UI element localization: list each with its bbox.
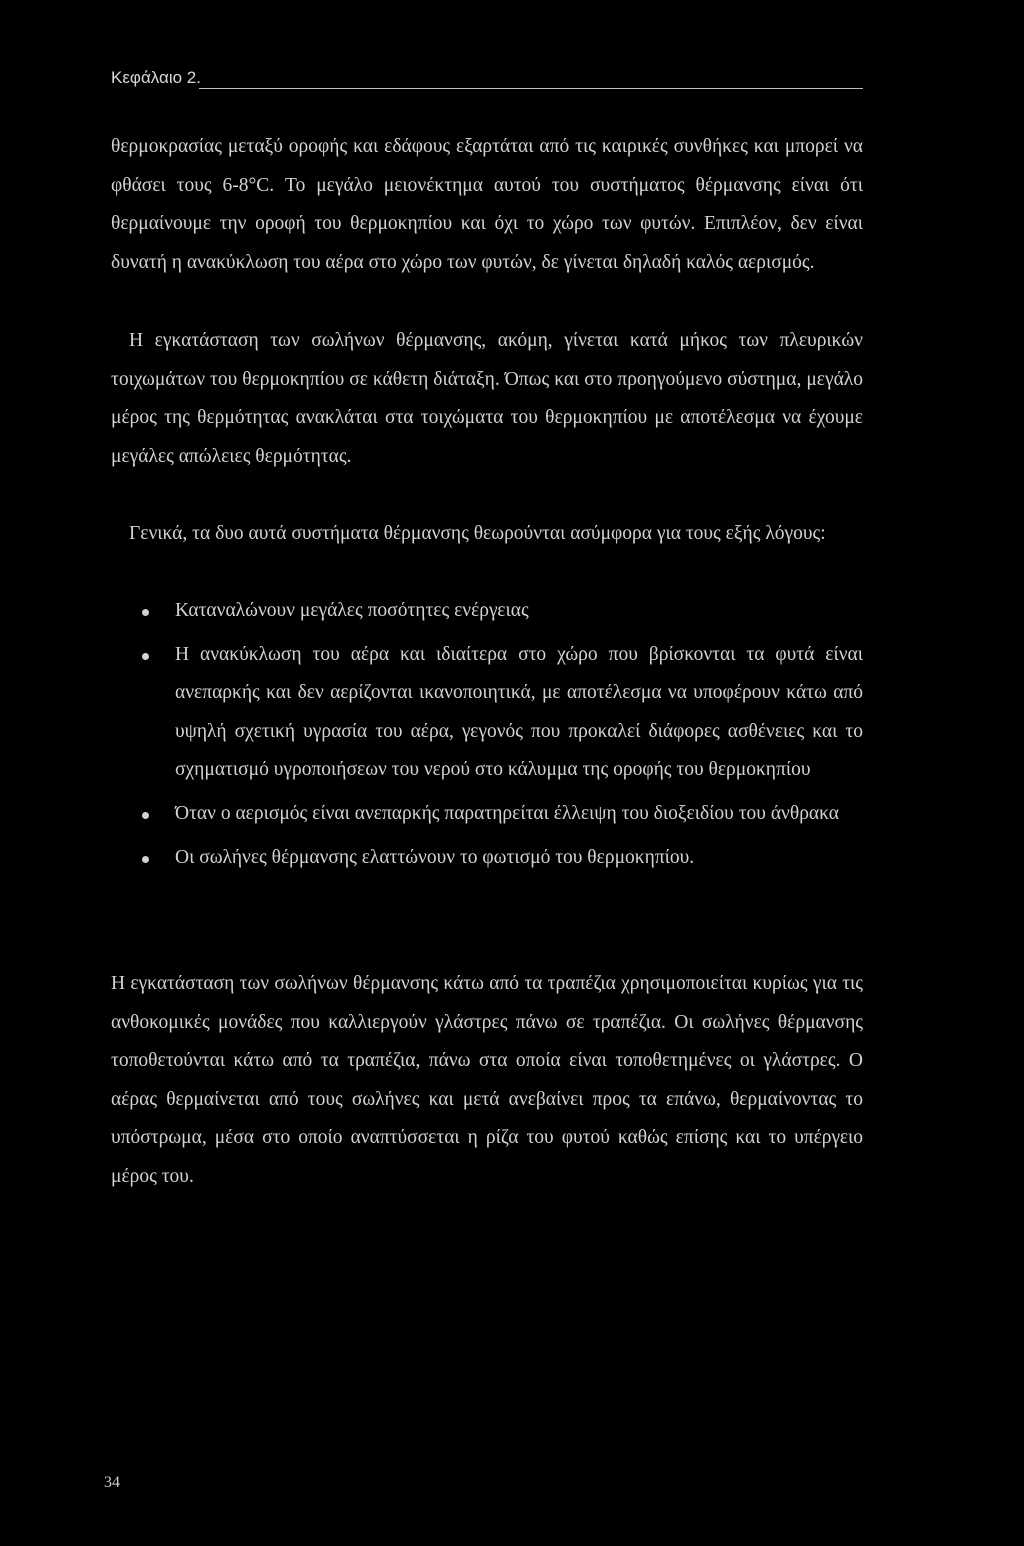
list-item-text: Καταναλώνουν μεγάλες ποσότητες ενέργειας	[175, 600, 529, 621]
list-item-text: Οι σωλήνες θέρμανσης ελαττώνουν το φωτισμό του θερμοκηπίου.	[175, 846, 695, 868]
paragraph-side-wall-pipes: Η εγκατάσταση των σωλήνων θέρμανσης, ακόμη, γίνεται κατά μήκος των πλευρικών τοιχωμάτων του θερμοκηπίου σε κάθετη διάταξη. Όπως και στο προηγούμενο σύστημα, μεγάλο μέρος της θερμότητας ανακλάται στα τοιχώματα του θερμοκηπίου με αποτέλεσμα να έχουμε μεγάλες απώλειες θερμότητας.	[111, 330, 863, 467]
paragraph-heating-disadvantage: θερμοκρασίας μεταξύ οροφής και εδάφους εξαρτάται από τις καιρικές συνθήκες και μπορεί να φθάσει τους 6-8°C. Το μεγάλο μειονέκτημα αυτού του συστήματος θέρμανσης είναι ότι θερμαίνουμε την οροφή του θερμοκηπίου και όχι το χώρο των φυτών. Επιπλέον, δεν είναι δυνατή η ανακύκλωση του αέρα στο χώρο των φυτών, δε γίνεται δηλαδή καλός αερισμός.	[111, 136, 863, 273]
bullet-icon	[142, 856, 149, 863]
page-number: 34	[104, 1474, 120, 1491]
list-item	[175, 636, 863, 790]
list-item	[175, 795, 863, 834]
header-rule	[199, 88, 863, 89]
reasons-list	[175, 592, 863, 882]
bullet-icon	[142, 609, 149, 616]
list-item-text: Όταν ο αερισμός είναι ανεπαρκής παρατηρείται έλλειψη του διοξειδίου του άνθρακα	[175, 802, 840, 824]
list-item	[175, 839, 863, 878]
chapter-header: Κεφάλαιο 2.	[111, 68, 201, 87]
list-item	[175, 592, 863, 631]
bullet-icon	[142, 653, 149, 660]
paragraph-reasons-intro: Γενικά, τα δυο αυτά συστήματα θέρμανσης θεωρούνται ασύμφορα για τους εξής λόγους:	[129, 523, 826, 544]
list-item-text: Η ανακύκλωση του αέρα και ιδιαίτερα στο χώρο που βρίσκονται τα φυτά είναι ανεπαρκής και δεν αερίζονται ικανοποιητικά, με αποτέλεσμα να υποφέρουν κάτω από υψηλή σχετική υγρασία του αέρα, γεγονός που προκαλεί διάφορες ασθένειες και το σχηματισμό υγροποιήσεων του νερού στο κάλυμμα της οροφής του θερμοκηπίου	[175, 643, 863, 781]
bullet-icon	[142, 812, 149, 819]
paragraph-under-table-pipes: Η εγκατάσταση των σωλήνων θέρμανσης κάτω από τα τραπέζια χρησιμοποιείται κυρίως για τις ανθοκομικές μονάδες που καλλιεργούν γλάστρες πάνω σε τραπέζια. Οι σωλήνες θέρμανσης τοποθετούνται κάτω από τα τραπέζια, πάνω στα οποία είναι τοποθετημένες οι γλάστρες. Ο αέρας θερμαίνεται από τους σωλήνες και μετά ανεβαίνει προς τα επάνω, θερμαίνοντας το υπόστρωμα, μέσα στο οποίο αναπτύσσεται η ρίζα του φυτού καθώς επίσης και το υπέργειο μέρος του.	[111, 973, 863, 1187]
